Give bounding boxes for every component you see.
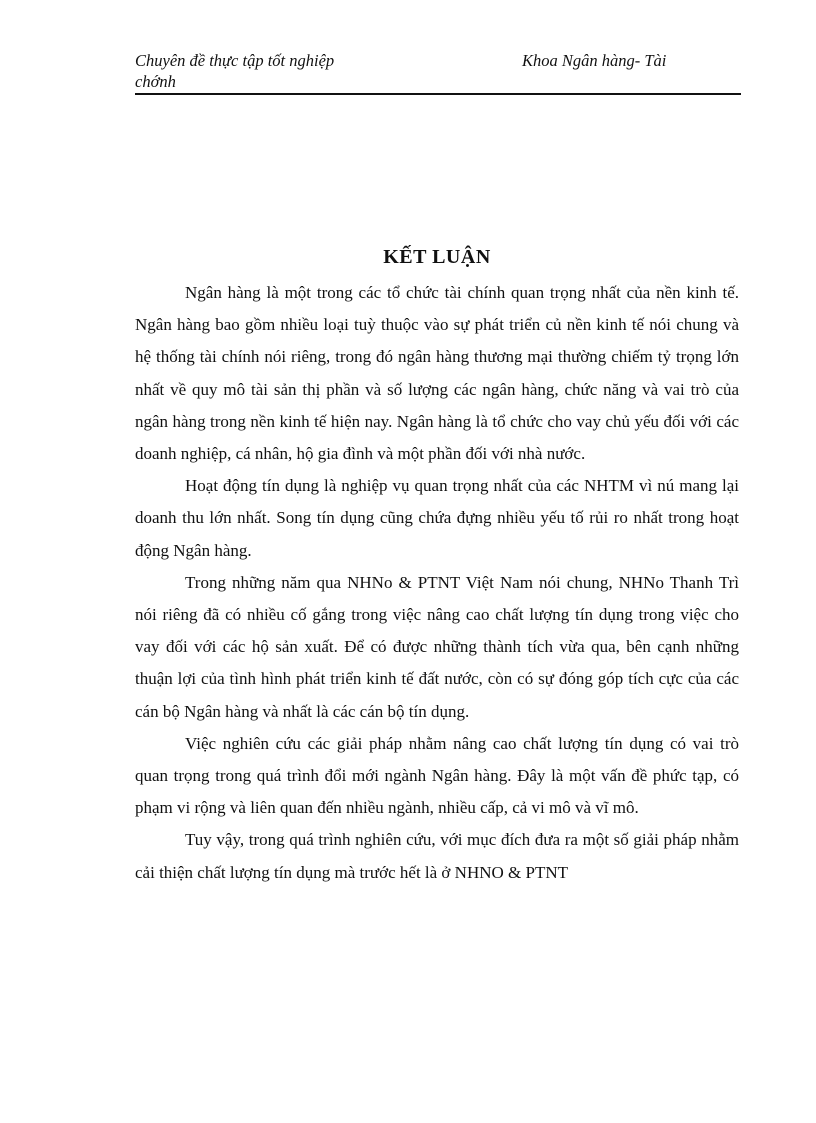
page-header bbox=[135, 50, 741, 94]
section-title: KẾT LUẬN bbox=[383, 246, 491, 268]
header-left-line-1: Chuyên đề thực tập tốt nghiệp bbox=[135, 51, 335, 70]
paragraph-4: Việc nghiên cứu các giải pháp nhằm nâng cao chất lượng tín dụng có vai trò quan trọng trong quá trình đổi mới ngành Ngân hàng. Đây là một vấn đề phức tạp, có phạm vi rộng và liên quan đến nhiều ngành, nhiều cấp, cả vi mô và vĩ mô. bbox=[135, 733, 739, 818]
document-body bbox=[135, 277, 739, 889]
header-course-title bbox=[135, 50, 455, 92]
header-department: Khoa Ngân hàng- Tài bbox=[522, 51, 667, 70]
paragraph-2: Hoạt động tín dụng là nghiệp vụ quan trọng nhất của các NHTM vì nú mang lại doanh thu lớn nhất. Song tín dụng cũng chứa đựng nhiều yếu tố rủi ro nhất trong hoạt động Ngân hàng. bbox=[135, 476, 739, 560]
paragraph-5: Tuy vậy, trong quá trình nghiên cứu, với mục đích đưa ra một số giải pháp nhằm cải thiện chất lượng tín dụng mà trước hết là ở NHNO & PTNT bbox=[135, 830, 739, 882]
paragraph-3: Trong những năm qua NHNo & PTNT Việt Nam nói chung, NHNo Thanh Trì nói riêng đã có nhiều cố gắng trong việc nâng cao chất lượng tín dụng trong việc cho vay đối với các hộ sản xuất. Để có được những thành tích vừa qua, bên cạnh những thuận lợi của tình hình phát triển kinh tế đất nước, còn có sự đóng góp tích cực của các cán bộ Ngân hàng và nhất là các cán bộ tín dụng. bbox=[135, 572, 739, 721]
paragraph-1: Ngân hàng là một trong các tổ chức tài chính quan trọng nhất của nền kinh tế. Ngân hàng bao gồm nhiều loại tuỳ thuộc vào sự phát triển củ nền kinh tế nói chung và hệ thống tài chính nói riêng, trong đó ngân hàng thương mại thường chiếm tỷ trọng lớn nhất về quy mô tài sản thị phần và số lượng các ngân hàng, chức năng và vai trò của ngân hàng trong nền kinh tế hiện nay. Ngân hàng là tổ chức cho vay chủ yếu đối với các doanh nghiệp, cá nhân, hộ gia đình và một phần đối với nhà nước. bbox=[135, 283, 739, 464]
header-left-line-2: chớnh bbox=[135, 72, 176, 91]
header-divider bbox=[135, 93, 741, 95]
